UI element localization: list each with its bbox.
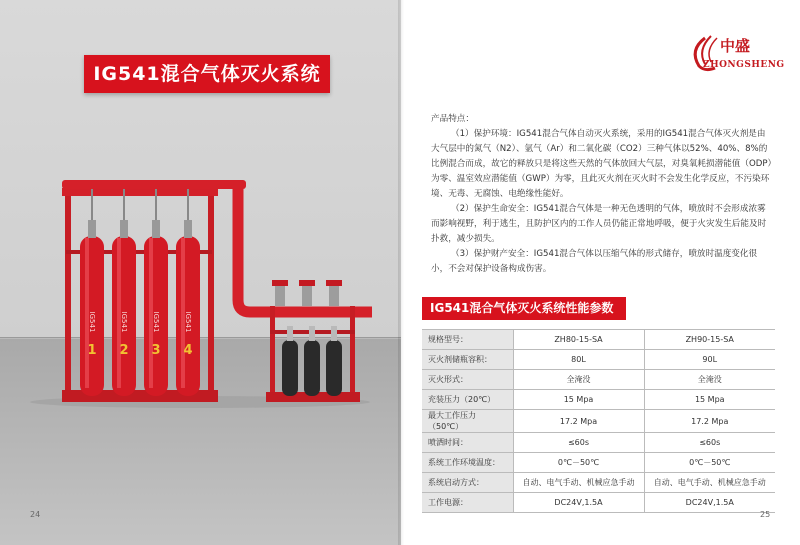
features-heading: 产品特点： [431,114,474,124]
cylinder-label-1: IG541 [88,311,96,333]
cell-model-a: 80L [513,350,644,370]
table-row [422,390,775,410]
small-rack-right [350,306,355,402]
cylinder-number-1: 1 [87,343,97,358]
row-label: 充装压力（20℃） [422,390,513,410]
cylinder-4 [176,220,200,396]
header-pipe [62,180,246,189]
page-fold-shadow [398,0,404,545]
small-cylinder-3 [326,326,342,396]
cell-model-a: 17.2 Mpa [513,410,644,433]
small-cylinder-2 [304,326,320,396]
cylinder-number-3: 3 [151,343,161,358]
table-row [422,433,775,453]
cell-model-a: 0℃－50℃ [513,453,644,473]
small-cylinder-1 [282,326,298,396]
row-label: 灭火剂储瓶容积： [422,350,513,370]
cell-model-a: DC24V,1.5A [513,493,644,513]
cell-model-b: 自动、电气手动、机械应急手动 [644,473,775,493]
product-features [431,112,773,277]
cell-model-b: 全淹没 [644,370,775,390]
cell-model-b: 17.2 Mpa [644,410,775,433]
small-rack-left [270,306,275,402]
feature-paragraph-2: （2）保护生命安全：IG541混合气体是一种无色透明的气体，喷放时不会形成浓雾而影响视野，利于逃生，且防护区内的工作人员仍能正常地呼吸，便于火灾发生后能及时扑救，减少损失。 [431,204,767,244]
table-row [422,410,775,433]
rack-frame-top [62,188,218,196]
row-label: 工作电源： [422,493,513,513]
row-label: 喷洒时间： [422,433,513,453]
cell-model-b: 15 Mpa [644,390,775,410]
cell-model-a: 全淹没 [513,370,644,390]
row-label: 最大工作压力（50℃） [422,410,513,433]
table-row [422,493,775,513]
cell-model-a: 15 Mpa [513,390,644,410]
page-number-right: 25 [760,510,771,519]
rack-frame-right [208,190,214,402]
table-row [422,370,775,390]
cylinder-2 [112,220,136,396]
cell-model-b: 90L [644,350,775,370]
table-row [422,350,775,370]
cylinder-number-2: 2 [119,343,129,358]
cell-model-a: ZH80-15-SA [513,330,644,350]
cylinder-1 [80,220,104,396]
row-label: 规格型号： [422,330,513,350]
cylinder-label-4: IG541 [184,311,192,333]
cylinder-label-2: IG541 [120,311,128,333]
cylinder-label-3: IG541 [152,311,160,333]
row-label: 系统启动方式： [422,473,513,493]
spec-table [422,329,775,513]
brand-name-cn: 中盛 [720,37,751,55]
cell-model-b: ZH90-15-SA [644,330,775,350]
row-label: 系统工作环境温度： [422,453,513,473]
cell-model-b: DC24V,1.5A [644,493,775,513]
spec-table-title: IG541混合气体灭火系统性能参数 [422,297,626,320]
table-row [422,453,775,473]
cell-model-b: 0℃－50℃ [644,453,775,473]
table-row [422,473,775,493]
cell-model-a: 自动、电气手动、机械应急手动 [513,473,644,493]
cylinder-3 [144,220,168,396]
cell-model-b: ≤60s [644,433,775,453]
page-title-banner: IG541混合气体灭火系统 [84,55,330,93]
table-row [422,330,775,350]
row-label: 灭火形式： [422,370,513,390]
page-number-left: 24 [30,510,41,519]
rack-frame-left [65,190,71,402]
cell-model-a: ≤60s [513,433,644,453]
feature-paragraph-3: （3）保护财产安全：IG541混合气体以压缩气体的形式储存，喷放时温度变化很小，不会对保护设备构成伤害。 [431,249,758,274]
feature-paragraph-1: （1）保护环境：IG541混合气体自动灭火系统，采用的IG541混合气体灭火剂是由大气层中的氮气（N2）、氩气（Ar）和二氧化碳（CO2）三种气体以52%、40%、8%的比例混合而成，故它的释放只是将这些天然的气体放回大气层，对臭氧耗损潜能值（ODP）为零、温室效应潜能值（GWP）为零，且此灭火剂在灭火时不会发生化学反应，不污染环境、无毒、无腐蚀、电绝缘性能好。 [431,129,772,199]
brand-name-en: ZHONGSHENG [703,60,785,70]
cylinder-number-4: 4 [183,343,193,358]
